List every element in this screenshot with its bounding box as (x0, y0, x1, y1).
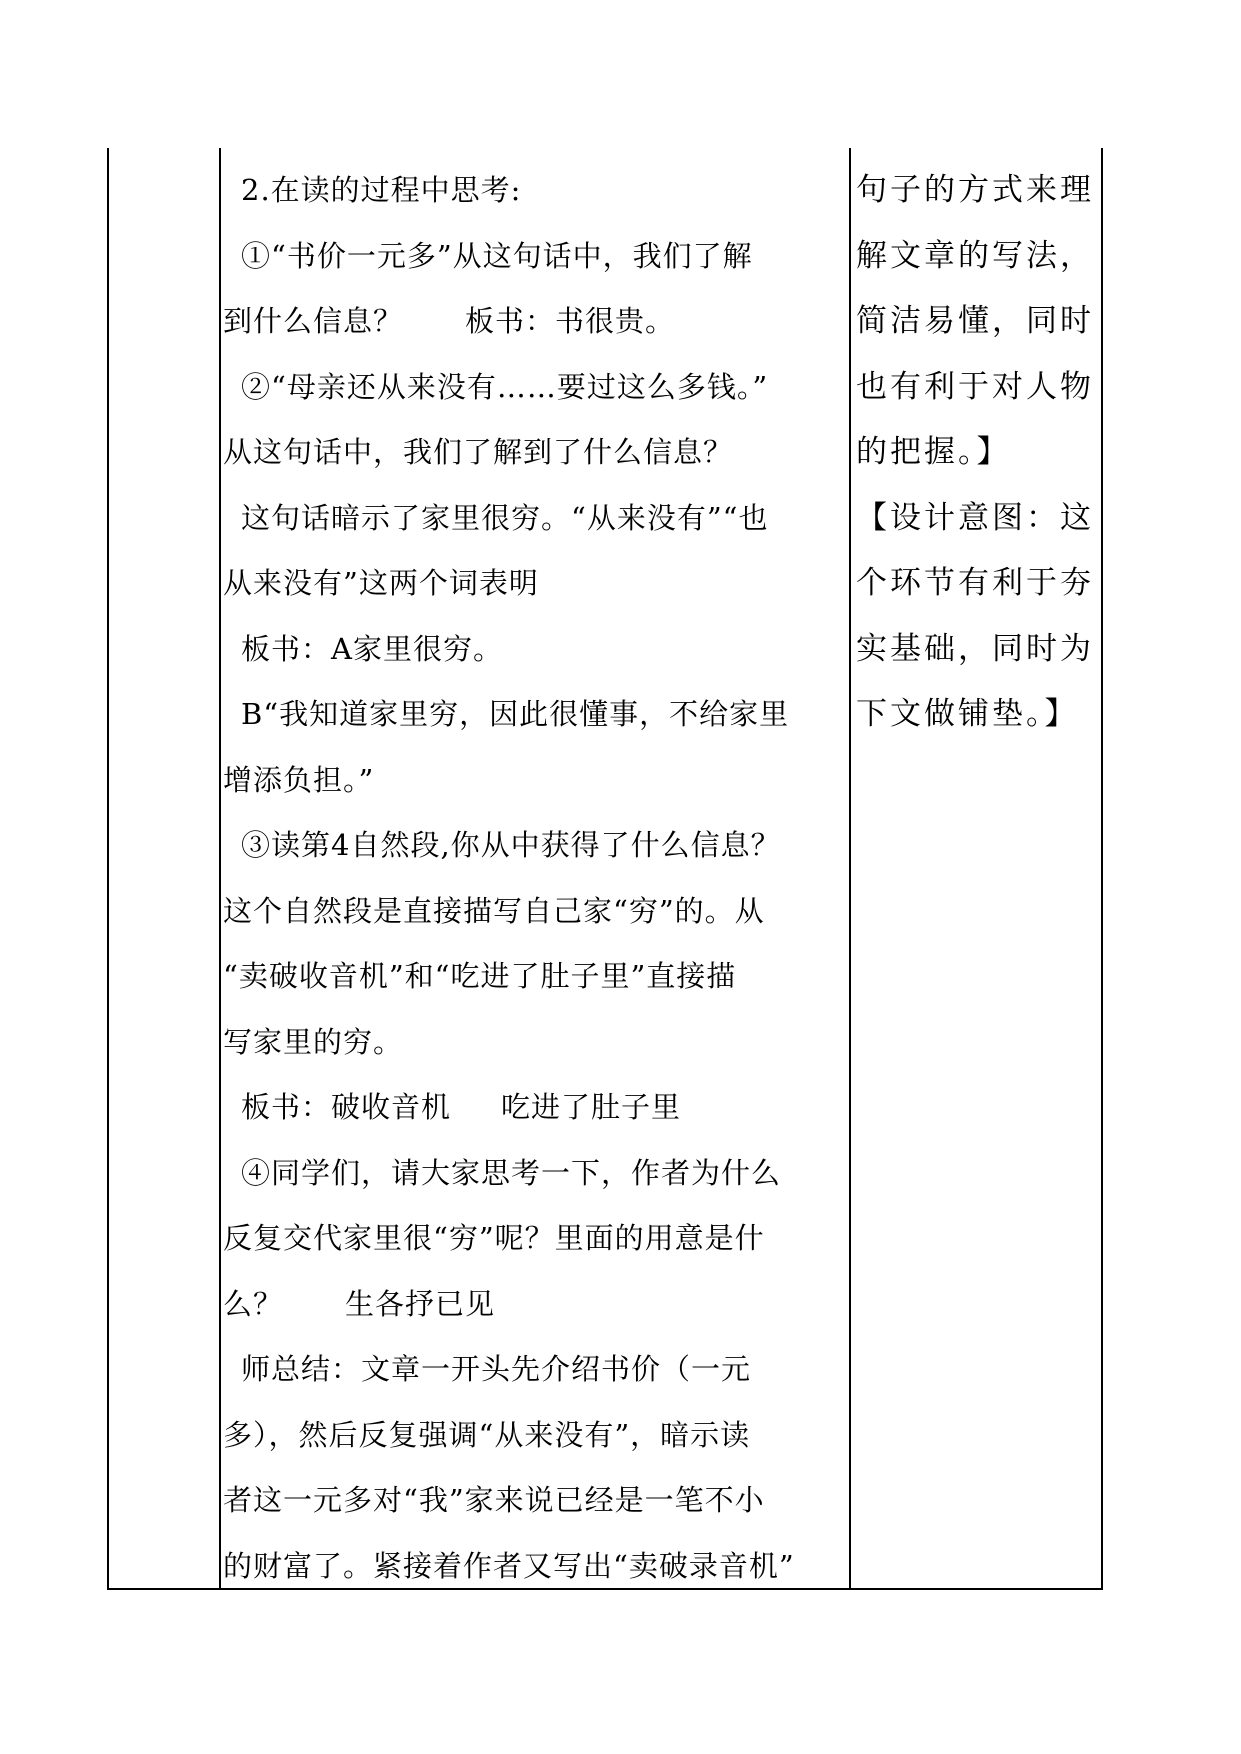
text-span: “卖破收音机”和“吃进了肚子里”直接描 (223, 959, 737, 993)
text-line (223, 224, 855, 290)
board-note: 吃进了肚子里 (501, 1090, 682, 1124)
text-line (223, 1206, 855, 1272)
text-span: 者这一元多对“我”家来说已经是一笔不小 (223, 1483, 765, 1517)
text-span: 从这句话中，我们了解到了什么信息？ (223, 435, 734, 469)
text-line (223, 420, 855, 486)
text-span: 的财富了。紧接着作者又写出“卖破录音机” (223, 1548, 795, 1583)
text-line (223, 944, 855, 1010)
note-text: 实基础，同时为 (856, 630, 1094, 667)
text-span: B“我知道家里穷，因此很懂事，不给家里 (241, 697, 790, 731)
text-span: 2.在读的过程中思考: (241, 173, 522, 207)
text-span: 写家里的穷。 (223, 1024, 404, 1059)
text-line (223, 813, 855, 879)
text-line (223, 1403, 855, 1469)
text-span: ①“书价一元多”从这句话中，我们了解 (241, 238, 753, 273)
text-line (223, 551, 855, 617)
text-line (223, 748, 855, 814)
teaching-process-column (223, 158, 855, 1599)
text-line (223, 1075, 855, 1141)
note-text: 个环节有利于夯 (856, 565, 1094, 601)
design-intent-column (856, 158, 1101, 748)
board-note: 板书：书很贵。 (465, 304, 676, 338)
board-note: 板书：破收音机 (241, 1090, 452, 1124)
note-text: 下文做铺垫。】 (856, 696, 1079, 732)
text-span: ③读第4自然段,你从中获得了什么信息？ (241, 828, 781, 862)
lesson-plan-table (107, 148, 1103, 1590)
text-line (223, 1337, 855, 1403)
text-span: 师总结：文章一开头先介绍书价（一元 (241, 1352, 752, 1386)
note-line (856, 682, 1101, 748)
note-text: 的把握。】 (856, 434, 1011, 470)
note-line (856, 617, 1101, 683)
note-line (856, 158, 1101, 224)
note-line (856, 289, 1101, 355)
text-span: 这句话暗示了家里很穷。“从来没有”“也 (241, 500, 769, 535)
text-span: 增添负担。” (223, 762, 375, 797)
column-divider-left (219, 148, 221, 1588)
note-line (856, 420, 1101, 486)
text-span: 反复交代家里很“穷”呢？里面的用意是什 (223, 1221, 765, 1255)
text-span: 么？ (223, 1286, 284, 1321)
note-line (856, 486, 1101, 552)
text-span: ④同学们，请大家思考一下，作者为什么 (241, 1155, 782, 1190)
student-activity: 生各抒已见 (345, 1286, 496, 1321)
text-span: 从来没有”这两个词表明 (223, 566, 539, 600)
text-line (223, 879, 855, 945)
text-line (223, 158, 855, 224)
text-span: 这个自然段是直接描写自己家“穷”的。从 (223, 893, 765, 928)
text-line (223, 1141, 855, 1207)
text-line (223, 682, 855, 748)
note-text: 句子的方式来理 (856, 172, 1094, 208)
text-line (223, 1010, 855, 1076)
text-line (223, 1468, 855, 1534)
note-text: 解文章的写法， (856, 237, 1094, 274)
note-line (856, 551, 1101, 617)
text-line (223, 1534, 855, 1600)
note-line (856, 224, 1101, 290)
note-text: 简洁易懂，同时 (856, 303, 1094, 339)
text-span: ②“母亲还从来没有……要过这么多钱。” (241, 369, 769, 404)
note-line (856, 355, 1101, 421)
text-line (223, 617, 855, 683)
text-line (223, 1272, 855, 1338)
text-line (223, 355, 855, 421)
board-note: 板书：A家里很穷。 (241, 631, 503, 666)
note-text: 【设计意图：这 (856, 499, 1094, 536)
note-text: 也有利于对人物 (856, 368, 1094, 405)
text-line (223, 486, 855, 552)
text-line (223, 289, 855, 355)
text-span: 到什么信息？ (223, 304, 404, 338)
text-span: 多），然后反复强调“从来没有”，暗示读 (223, 1417, 751, 1452)
